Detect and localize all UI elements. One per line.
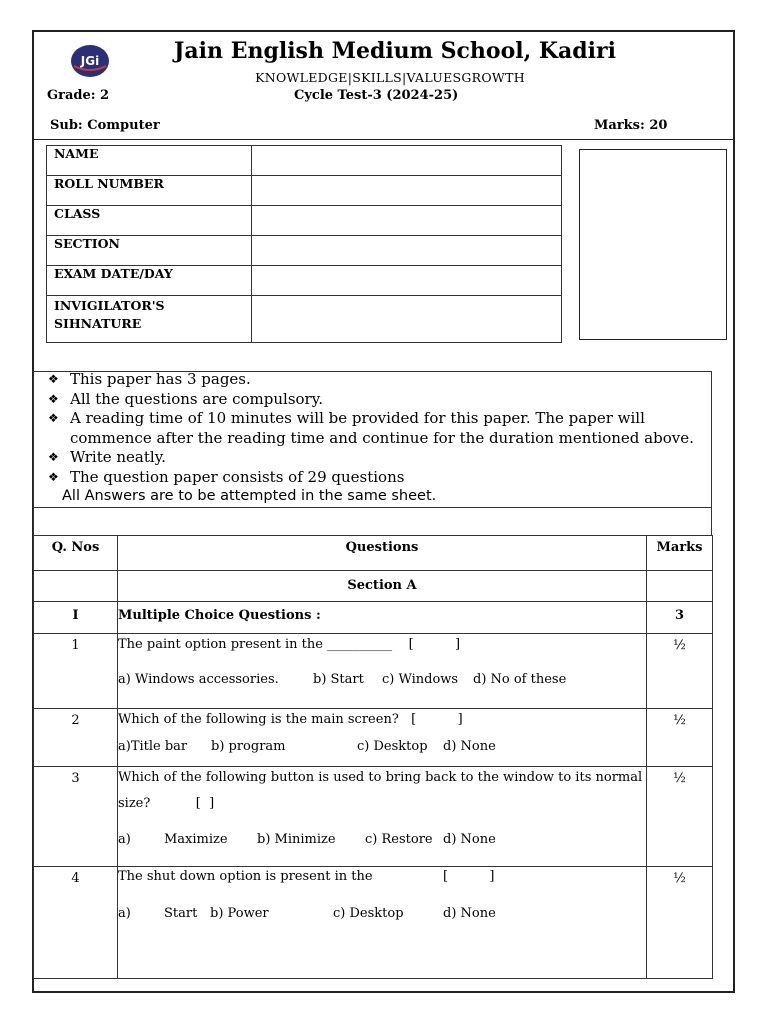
bullet-icon: ❖ <box>48 391 59 406</box>
answer-bracket: [ ] <box>443 869 495 884</box>
instructions-list <box>48 370 698 487</box>
info-row <box>47 176 562 206</box>
option-b: b) Start <box>313 672 364 687</box>
group-marks: 3 <box>647 602 713 634</box>
marks-label: Marks: 20 <box>594 118 668 133</box>
options-line <box>118 672 644 690</box>
option-b: b) Minimize <box>257 832 336 847</box>
table-row <box>34 634 713 709</box>
school-name: Jain English Medium School, Kadiri <box>174 38 616 64</box>
option-a: a)Title bar <box>118 739 188 754</box>
info-label: ROLL NUMBER <box>47 176 252 206</box>
grade-label: Grade: 2 <box>47 88 110 103</box>
question-cell <box>118 634 647 709</box>
info-label: CLASS <box>47 206 252 236</box>
option-a: a) Windows accessories. <box>118 672 279 687</box>
invigilator-signature-field[interactable] <box>252 296 562 343</box>
instruction-text: The question paper consists of 29 questions <box>70 467 405 486</box>
question-cell <box>118 709 647 767</box>
info-label: SECTION <box>47 236 252 266</box>
instructions-box <box>33 371 712 536</box>
bullet-spacer <box>48 429 70 449</box>
photo-box <box>579 149 727 340</box>
instruction-text: All the questions are compulsory. <box>70 389 323 408</box>
group-number: I <box>34 602 118 634</box>
col-header-questions: Questions <box>118 536 647 571</box>
info-row <box>47 266 562 296</box>
info-label-line2: SIHNATURE <box>54 316 142 331</box>
instruction-item <box>48 409 698 429</box>
instructions-divider <box>34 507 711 508</box>
info-label-line1: INVIGILATOR'S <box>54 298 165 313</box>
instruction-item <box>48 390 698 410</box>
option-a: a) <box>118 832 131 847</box>
col-header-marks: Marks <box>647 536 713 571</box>
question-marks: ½ <box>647 767 713 867</box>
option-a: a) <box>118 906 131 921</box>
instruction-item-continued <box>48 429 698 449</box>
class-field[interactable] <box>252 206 562 236</box>
options-line <box>118 739 644 757</box>
section-field[interactable] <box>252 236 562 266</box>
options-line <box>118 906 644 924</box>
instruction-item <box>48 468 698 488</box>
group-title: Multiple Choice Questions : <box>118 602 647 634</box>
info-label: EXAM DATE/DAY <box>47 266 252 296</box>
option-d: d) None <box>443 832 496 847</box>
info-label: NAME <box>47 146 252 176</box>
info-row <box>47 146 562 176</box>
school-logo <box>70 44 110 78</box>
question-cell <box>118 867 647 979</box>
table-row <box>34 767 713 867</box>
question-text: The paint option present in the __________ [ ] <box>118 637 461 652</box>
option-c: c) Restore <box>365 832 433 847</box>
question-number: 4 <box>34 867 118 979</box>
instruction-text: This paper has 3 pages. <box>70 370 251 388</box>
question-number: 3 <box>34 767 118 867</box>
instruction-item <box>48 370 698 390</box>
exam-date-field[interactable] <box>252 266 562 296</box>
subject-label: Sub: Computer <box>50 118 160 133</box>
question-number: 1 <box>34 634 118 709</box>
student-info-table <box>46 145 562 343</box>
question-text: Which of the following is the main screen? [ ] <box>118 712 463 727</box>
option-c: c) Desktop <box>333 906 404 921</box>
instruction-item <box>48 448 698 468</box>
instruction-text: commence after the reading time and continue for the duration mentioned above. <box>70 428 694 447</box>
col-header-qno: Q. Nos <box>34 536 118 571</box>
section-row <box>34 571 713 602</box>
option-d: d) None <box>443 906 496 921</box>
question-line <box>118 869 644 887</box>
question-marks: ½ <box>647 709 713 767</box>
bullet-icon: ❖ <box>48 411 59 425</box>
option-b: b) Power <box>210 906 269 921</box>
bullet-icon: ❖ <box>48 372 59 386</box>
name-field[interactable] <box>252 146 562 176</box>
info-row <box>47 206 562 236</box>
empty-cell <box>34 571 118 602</box>
table-header-row <box>34 536 713 571</box>
option-c: c) Windows <box>382 672 459 687</box>
roll-number-field[interactable] <box>252 176 562 206</box>
bullet-icon: ❖ <box>48 469 59 484</box>
option-a-text: Maximize <box>164 832 228 847</box>
instruction-note: All Answers are to be attempted in the same sheet. <box>62 488 437 504</box>
question-text: The shut down option is present in the <box>118 869 373 884</box>
question-text: Which of the following button is used to bring back to the window to its normal <box>118 770 643 785</box>
options-line <box>118 832 644 850</box>
option-a-text: Start <box>164 906 198 921</box>
school-motto: KNOWLEDGE|SKILLS|VALUESGROWTH <box>255 70 525 85</box>
option-d: d) None <box>443 739 496 754</box>
question-marks: ½ <box>647 634 713 709</box>
table-row <box>34 867 713 979</box>
section-title: Section A <box>118 571 647 602</box>
instruction-text: A reading time of 10 minutes will be provided for this paper. The paper will <box>70 409 645 427</box>
info-row <box>47 236 562 266</box>
logo-text: JGi <box>80 54 100 68</box>
question-number: 2 <box>34 709 118 767</box>
question-text-line2: size? [ ] <box>118 796 215 811</box>
question-marks: ½ <box>647 867 713 979</box>
option-b: b) program <box>211 739 286 754</box>
group-row <box>34 602 713 634</box>
questions-table <box>33 535 713 979</box>
info-label <box>47 296 252 343</box>
bullet-icon: ❖ <box>48 450 59 464</box>
question-cell <box>118 767 647 867</box>
instruction-text: Write neatly. <box>70 448 166 466</box>
test-title: Cycle Test-3 (2024-25) <box>294 88 459 103</box>
header-divider <box>33 139 734 140</box>
empty-cell <box>647 571 713 602</box>
info-row <box>47 296 562 343</box>
option-c: c) Desktop <box>357 739 428 754</box>
table-row <box>34 709 713 767</box>
option-d: d) No of these <box>473 672 567 687</box>
